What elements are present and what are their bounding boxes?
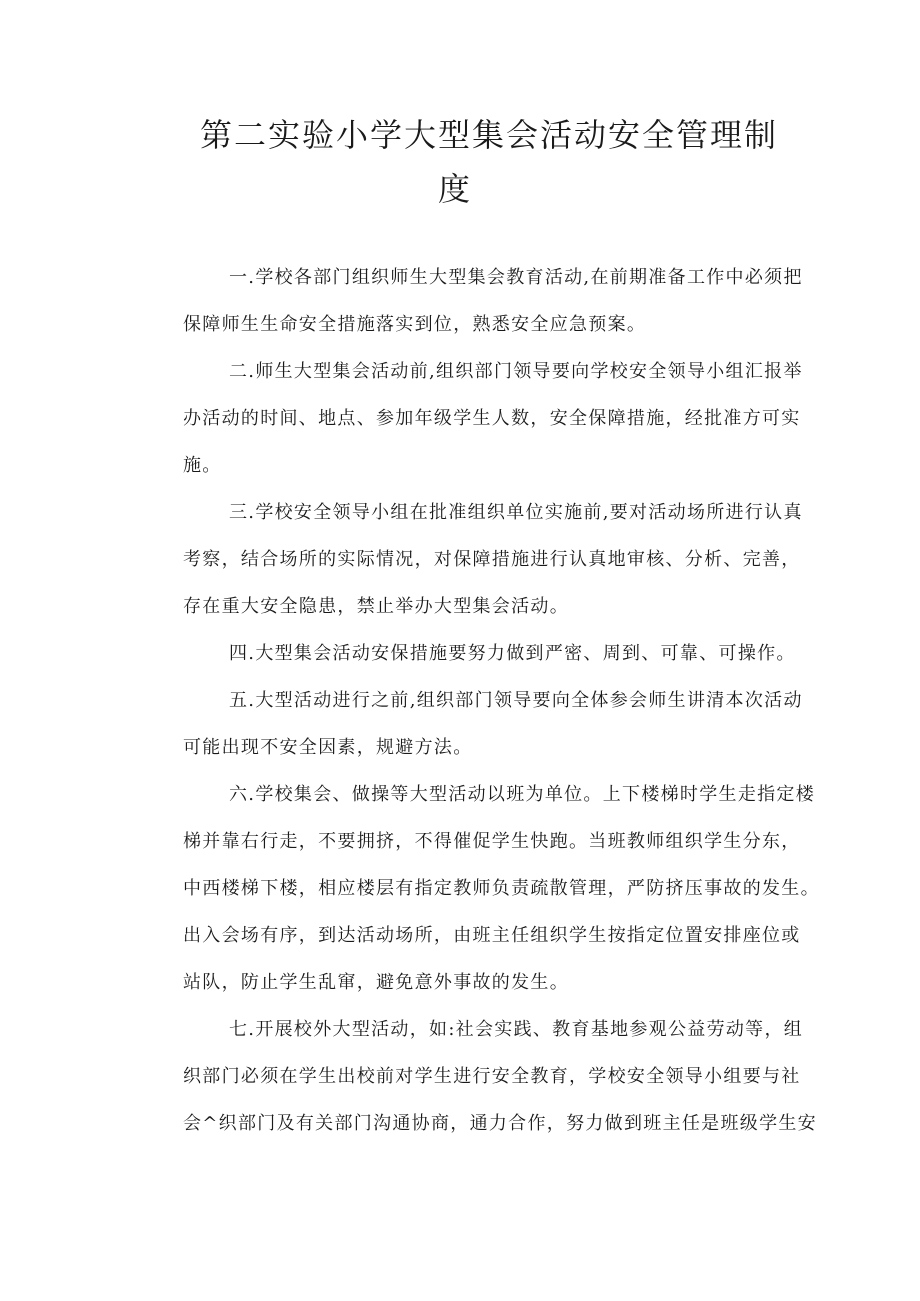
paragraph-line: 站队，防止学生乱窜，避免意外事故的发生。 [183,972,569,993]
paragraph-1 [137,254,803,348]
title-line-2: 度 [437,170,472,208]
paragraph-line: 会^织部门及有关部门沟通协商，通力合作，努力做到班主任是班级学生安 [183,1113,817,1134]
title-line-1: 第二实验小学大型集会活动安全管理制 [200,116,779,154]
paragraph-5 [137,677,803,771]
paragraph-line: 梯并靠右行走，不要拥挤，不得催促学生快跑。当班教师组织学生分东， [183,831,801,852]
paragraph-6 [137,771,820,1006]
paragraph-line: 中西楼梯下楼，相应楼层有指定教师负责疏散管理，严防挤压事故的发生。 [183,878,820,899]
paragraph-line: 施。 [183,455,222,476]
paragraph-line: 五.大型活动进行之前,组织部门领导要向全体参会师生讲清本次活动 [229,690,803,711]
paragraph-line: 存在重大安全隐患，禁止举办大型集会活动。 [183,596,569,617]
paragraph-line: 一.学校各部门组织师生大型集会教育活动,在前期准备工作中必须把 [229,267,803,288]
paragraph-line: 织部门必须在学生出校前对学生进行安全教育，学校安全领导小组要与社 [183,1066,801,1087]
paragraph-line: 六.学校集会、做操等大型活动以班为单位。上下楼梯时学生走指定楼 [229,784,816,805]
paragraph-line: 七.开展校外大型活动，如:社会实践、教育基地参观公益劳动等，组 [229,1019,804,1040]
paragraph-3 [137,489,803,630]
paragraph-7 [137,1006,817,1147]
document-title [200,108,790,216]
paragraph-line: 二.师生大型集会活动前,组织部门领导要向学校安全领导小组汇报举 [229,361,803,382]
paragraph-line: 可能出现不安全因素，规避方法。 [183,737,473,758]
paragraph-line: 办活动的时间、地点、参加年级学生人数，安全保障措施，经批准方可实 [183,408,801,429]
paragraph-2 [137,348,803,489]
paragraph-line: 出入会场有序，到达活动场所，由班主任组织学生按指定位置安排座位或 [183,925,801,946]
paragraph-line: 保障师生生命安全措施落实到位，熟悉安全应急预案。 [183,314,647,335]
document-body [137,254,820,1147]
paragraph-line: 考察，结合场所的实际情况，对保障措施进行认真地审核、分析、完善， [183,549,801,570]
paragraph-4 [137,630,797,677]
paragraph-line: 三.学校安全领导小组在批准组织单位实施前,要对活动场所进行认真 [229,502,803,523]
paragraph-line: 四.大型集会活动安保措施要努力做到严密、周到、可靠、可操作。 [229,643,796,664]
